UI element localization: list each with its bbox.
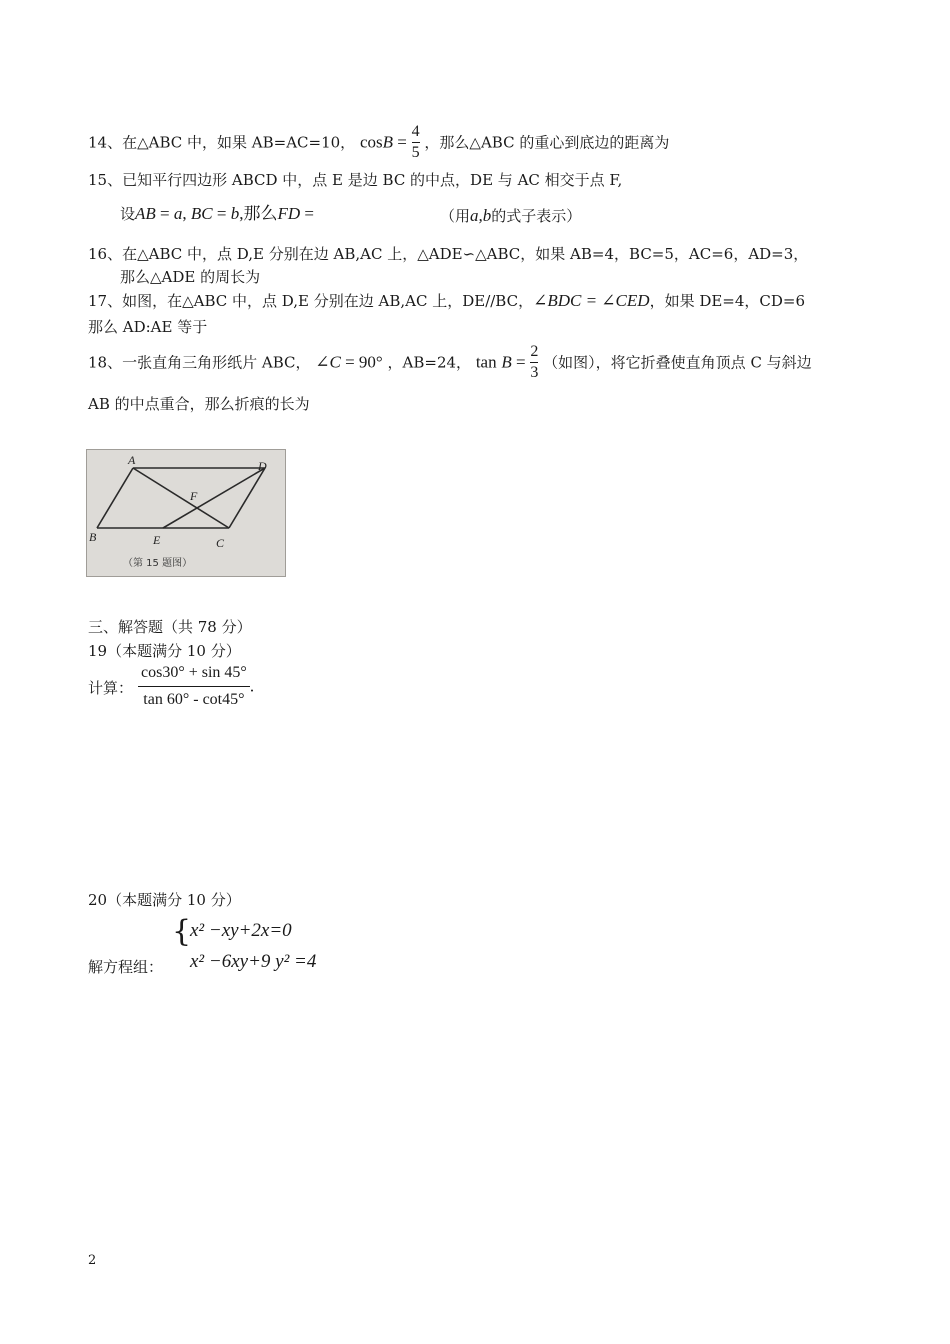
q15-var-b: b [230, 204, 240, 223]
segment-ab [97, 468, 133, 528]
question-19-label: 计算： [88, 679, 134, 697]
q15-fd: FD [277, 204, 301, 223]
q15-comma: , [182, 204, 191, 223]
label-d: D [258, 459, 267, 473]
q17-pre: 17、如图，在△ABC 中，点 D,E 分别在边 AB,AC 上，DE//BC， [88, 292, 534, 310]
question-15-line2 [120, 205, 314, 223]
q15-ab: AB [135, 204, 156, 223]
q15-hint-ab: a,b [470, 206, 492, 225]
q14-suffix: ，那么△ABC 的重心到底边的距离为 [424, 133, 670, 152]
q15-bc: BC [190, 204, 213, 223]
question-16-line2: 那么△ADE 的周长为 [120, 268, 261, 286]
q18-mid: ，AB=24， [387, 353, 472, 372]
q18-post: （如图），将它折叠使直角顶点 C 与斜边 [543, 353, 812, 372]
question-17-line2: 那么 AD:AE 等于 [88, 318, 208, 336]
label-b: B [89, 530, 97, 544]
q18-angle: ∠C [315, 352, 341, 372]
q15-var-a: a [173, 204, 183, 223]
q14-equals: = [393, 132, 407, 152]
question-19-title: 19（本题满分 10 分） [88, 642, 241, 660]
figure-q15 [86, 449, 286, 577]
section-heading: 三、解答题（共 78 分） [88, 618, 252, 636]
q14-numerator: 4 [411, 123, 420, 140]
q18-angle-val: = 90° [340, 352, 383, 372]
q14-denominator: 5 [411, 144, 420, 161]
question-18-line1 [88, 342, 812, 386]
q18-var-b: B [501, 352, 512, 372]
q20-brace: { [172, 914, 192, 949]
q15-eq1: = [155, 204, 174, 223]
q15-eq3: = [300, 204, 314, 223]
question-17-line1 [88, 292, 805, 310]
question-20-label: 解方程组： [88, 958, 164, 976]
q18-fraction [530, 342, 538, 383]
q14-fraction [412, 122, 420, 163]
q17-post: ，如果 DE=4，CD=6 [649, 292, 806, 310]
q20-equation-2: x² −6xy+9 y² =4 [190, 951, 317, 972]
q14-var-b: B [382, 132, 394, 152]
label-a: A [128, 453, 136, 467]
q18-numerator: 2 [530, 343, 539, 360]
q14-cos: cos [359, 132, 383, 152]
question-18-line2: AB 的中点重合，那么折痕的长为 [88, 395, 310, 413]
q15-eq2: = [212, 204, 231, 223]
label-c: C [216, 536, 225, 550]
parallelogram-diagram [87, 450, 285, 576]
label-f: F [190, 489, 198, 503]
q15-hint-pre: （用 [440, 207, 471, 225]
question-20-title: 20（本题满分 10 分） [88, 891, 241, 909]
label-e: E [153, 533, 161, 547]
q15-set: 设 [120, 205, 136, 223]
q19-expression [138, 662, 254, 711]
q20-equation-1: x² −xy+2x=0 [190, 920, 292, 941]
q14-prefix: 14、在△ABC 中，如果 AB=AC=10， [88, 133, 356, 152]
question-15-hint [440, 207, 581, 225]
q15-then: ,那么 [239, 204, 278, 223]
q15-hint-post: 的式子表示） [491, 207, 582, 225]
question-16-line1: 16、在△ABC 中，点 D,E 分别在边 AB,AC 上，△ADE∽△ABC，如果 AB=4，BC=5，AC=6，AD=3， [88, 245, 809, 263]
q18-equals: = [511, 352, 526, 372]
page-number: 2 [88, 1253, 97, 1268]
q19-numerator: cos30° + sin 45° [141, 664, 247, 681]
q19-denominator: tan 60° - cot45° [138, 686, 250, 711]
q19-fraction [138, 662, 250, 711]
question-14 [88, 122, 669, 166]
q18-pre: 18、一张直角三角形纸片 ABC， [88, 353, 311, 372]
segment-dc [229, 468, 265, 528]
q17-angle: ∠BDC = ∠CED [533, 291, 650, 310]
q18-tan: tan [475, 352, 497, 372]
figure-caption: （第 15 题图） [123, 558, 193, 569]
q19-dot: . [249, 676, 255, 696]
question-15-line1: 15、已知平行四边形 ABCD 中，点 E 是边 BC 的中点，DE 与 AC 相交于点 F, [88, 171, 623, 189]
q18-denominator: 3 [530, 364, 539, 381]
